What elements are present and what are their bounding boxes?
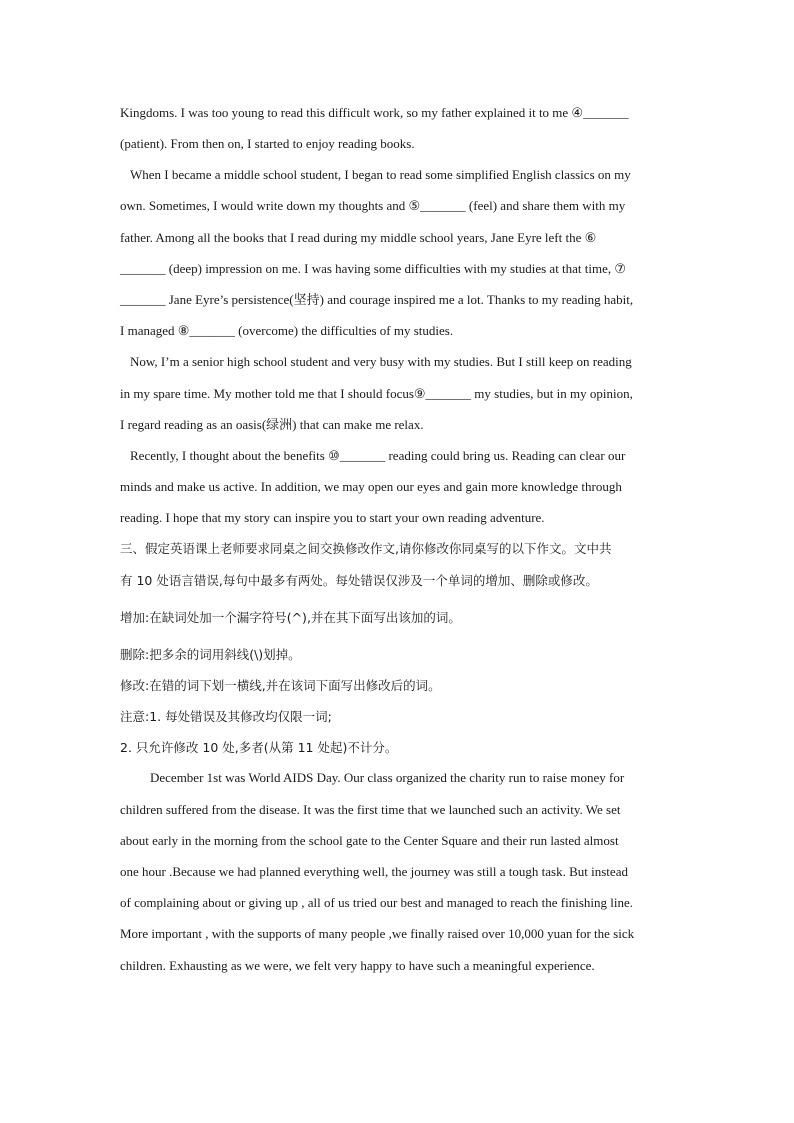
passage-b-line: of complaining about or giving up , all of us tried our best and managed to reach the finishing line. [120,895,634,910]
passage-b-line: December 1st was World AIDS Day. Our class organized the charity run to raise money for [150,770,625,785]
passage-a-line: father. Among all the books that I read during my middle school years, Jane Eyre left the ⑥ [120,230,597,245]
passage-a-line: I managed ⑧_______ (overcome) the difficulties of my studies. [120,323,454,338]
note-2: 2. 只允许修改 10 处,多者(从第 11 处起)不计分。 [120,740,398,755]
passage-b-line: More important , with the supports of many people ,we finally raised over 10,000 yuan for the sick [120,926,635,941]
passage-b-line: children. Exhausting as we were, we felt very happy to have such a meaningful experience. [120,958,595,973]
passage-a-line: Now, I’m a senior high school student and very busy with my studies. But I still keep on reading [130,354,632,369]
passage-b-line: one hour .Because we had planned everything well, the journey was still a tough task. But instead [120,864,628,879]
instruction-modify: 修改:在错的词下划一横线,并在该词下面写出修改后的词。 [120,678,441,693]
passage-a-line: _______ (deep) impression on me. I was having some difficulties with my studies at that time, ⑦ [120,261,627,276]
passage-a-line: I regard reading as an oasis(绿洲) that can make me relax. [120,417,424,432]
passage-b-line: children suffered from the disease. It was the first time that we launched such an activity. We set [120,802,621,817]
passage-a-line: (patient). From then on, I started to enjoy reading books. [120,136,415,151]
section-3-heading: 三、假定英语课上老师要求同桌之间交换修改作文,请你修改你同桌写的以下作文。文中共 [120,541,612,556]
passage-a-line: in my spare time. My mother told me that I should focus⑨_______ my studies, but in my opinion, [120,386,633,401]
passage-b-line: about early in the morning from the school gate to the Center Square and their run lasted almost [120,833,619,848]
passage-a-line: _______ Jane Eyre’s persistence(坚持) and courage inspired me a lot. Thanks to my reading habit, [120,292,634,307]
passage-a-line: own. Sometimes, I would write down my thoughts and ⑤_______ (feel) and share them with my [120,198,626,213]
passage-a-line: When I became a middle school student, I began to read some simplified English classics on my [130,167,631,182]
instruction-add: 增加:在缺词处加一个漏字符号(^),并在其下面写出该加的词。 [120,610,461,625]
note-1: 注意:1. 每处错误及其修改均仅限一词; [120,709,332,724]
passage-a-line: Kingdoms. I was too young to read this difficult work, so my father explained it to me ④_______ [120,105,629,120]
passage-a-line: Recently, I thought about the benefits ⑩_______ reading could bring us. Reading can clear our [130,448,626,463]
section-3-heading-cont: 有 10 处语言错误,每句中最多有两处。每处错误仅涉及一个单词的增加、删除或修改。 [120,573,598,588]
passage-a-line: minds and make us active. In addition, we may open our eyes and gain more knowledge through [120,479,622,494]
instruction-delete: 删除:把多余的词用斜线(\)划掉。 [120,647,301,662]
passage-a-line: reading. I hope that my story can inspire you to start your own reading adventure. [120,510,545,525]
